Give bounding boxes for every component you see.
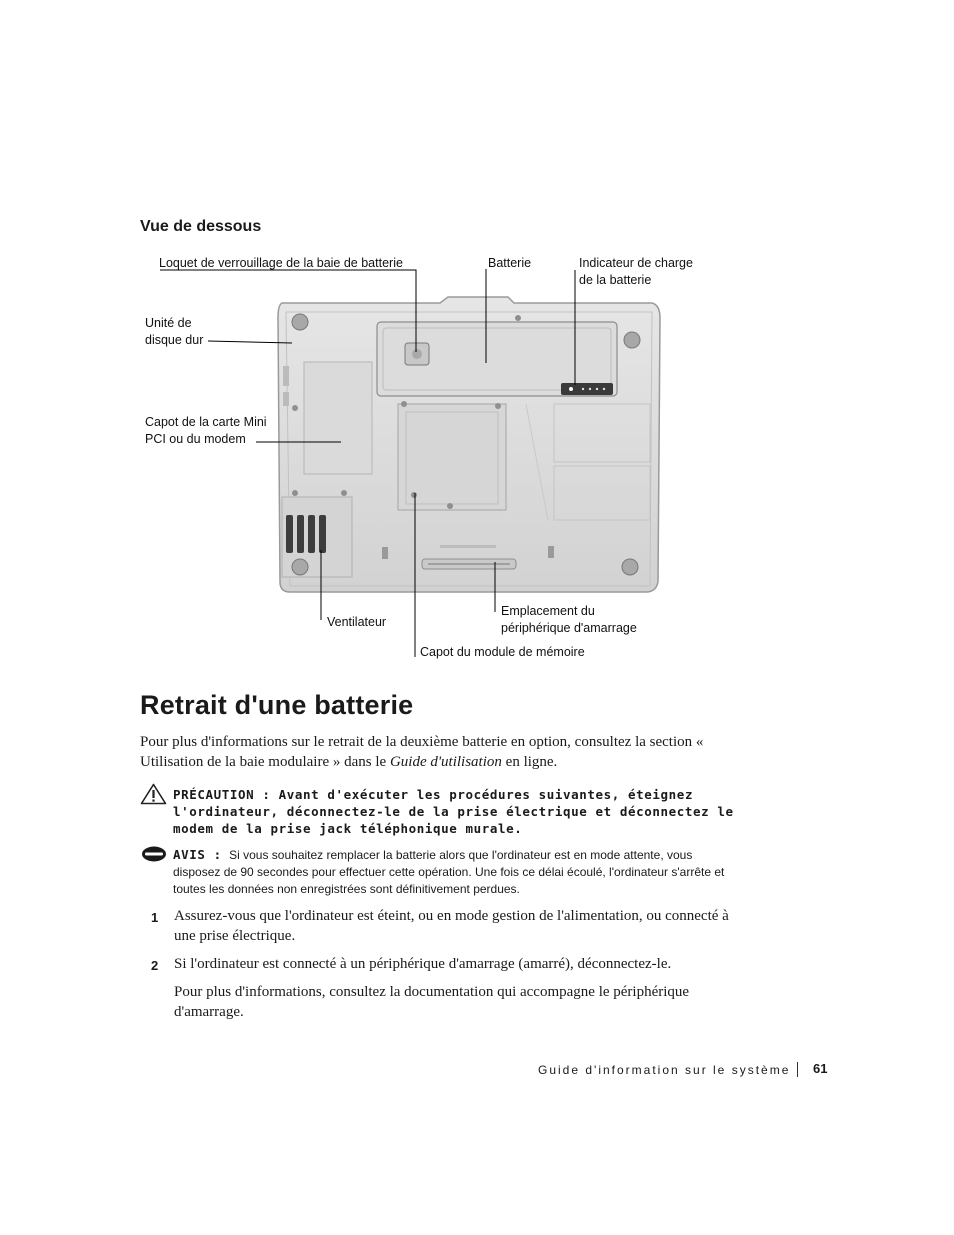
step-1-text: Assurez-vous que l'ordinateur est éteint, ou en mode gestion de l'alimentation, ou connecté à une prise électrique. <box>174 908 729 944</box>
footer-title: Guide d'information sur le système <box>538 1063 791 1077</box>
callout-battery: Batterie <box>488 256 532 270</box>
callout-dock-line2: périphérique d'amarrage <box>501 621 637 635</box>
notice-body: Si vous souhaitez remplacer la batterie alors que l'ordinateur est en mode attente, vous disposez de 90 secondes pour effectuer cette opération. Une fois ce délai écoulé, l'ordinateur s'arrête et toutes les données non enregistrées sont définitivement perdues. <box>173 848 725 896</box>
caution-label: PRÉCAUTION : <box>173 787 271 802</box>
callout-charge-line1: Indicateur de charge <box>579 256 693 270</box>
caution-body: Avant d'exécuter les procédures suivantes, éteignez l'ordinateur, déconnectez-le de la prise électrique et déconnectez le modem de la prise jack téléphonique murale. <box>173 787 734 836</box>
intro-before: Pour plus d'informations sur le retrait de la deuxième batterie en option, consultez la section « Utilisation de la baie modulaire » dans le <box>140 734 704 770</box>
small-vents <box>382 546 554 559</box>
callout-hard-drive <box>145 315 203 349</box>
section-heading: Vue de dessous <box>140 218 262 235</box>
step-2-more-info: Pour plus d'informations, consultez la documentation qui accompagne le périphérique d'amarrage. <box>174 984 690 1020</box>
rubber-feet <box>292 314 640 575</box>
leader-lines <box>160 269 575 657</box>
notice-label: AVIS : <box>173 847 222 862</box>
docking-connector <box>422 545 516 569</box>
memory-cover <box>398 404 506 510</box>
step-2-text: Si l'ordinateur est connecté à un périphérique d'amarrage (amarré), déconnectez-le. <box>174 956 672 972</box>
callout-docking <box>501 603 637 637</box>
callout-dock-line1: Emplacement du <box>501 604 595 618</box>
right-panel <box>526 404 650 520</box>
page-number: 61 <box>813 1061 828 1076</box>
callout-memory: Capot du module de mémoire <box>420 645 585 659</box>
laptop-chassis <box>278 297 660 592</box>
callout-mini-pci <box>145 414 267 448</box>
intro-after: en ligne. <box>505 753 558 770</box>
caution-notice <box>173 786 743 837</box>
callout-hdd-line2: disque dur <box>145 333 204 347</box>
main-title: Retrait d'une batterie <box>140 690 414 720</box>
battery-pack <box>377 322 617 396</box>
footer-separator <box>797 1062 798 1077</box>
screws <box>292 315 521 509</box>
callout-fan: Ventilateur <box>327 615 387 629</box>
callout-charge-line2: de la batterie <box>579 273 652 287</box>
callout-latch: Loquet de verrouillage de la baie de batterie <box>159 256 403 270</box>
callout-minipci-line1: Capot de la carte Mini <box>145 415 267 429</box>
notice-hand-icon <box>141 845 167 863</box>
callout-hdd-line1: Unité de <box>145 316 192 330</box>
notice <box>173 846 733 898</box>
callout-minipci-line2: PCI ou du modem <box>145 432 246 446</box>
step-2-number: 2 <box>151 958 159 973</box>
intro-guide-link: Guide d'utilisation <box>389 753 502 770</box>
callout-charge-indicator <box>579 255 693 289</box>
caution-triangle-icon <box>140 783 167 805</box>
step-1-number: 1 <box>151 910 159 925</box>
fan-vents <box>282 497 352 577</box>
battery-latch <box>405 343 429 365</box>
mini-pci-cover <box>304 362 372 474</box>
side-ports <box>283 366 289 406</box>
intro-paragraph <box>140 733 740 772</box>
charge-indicator <box>561 383 613 395</box>
